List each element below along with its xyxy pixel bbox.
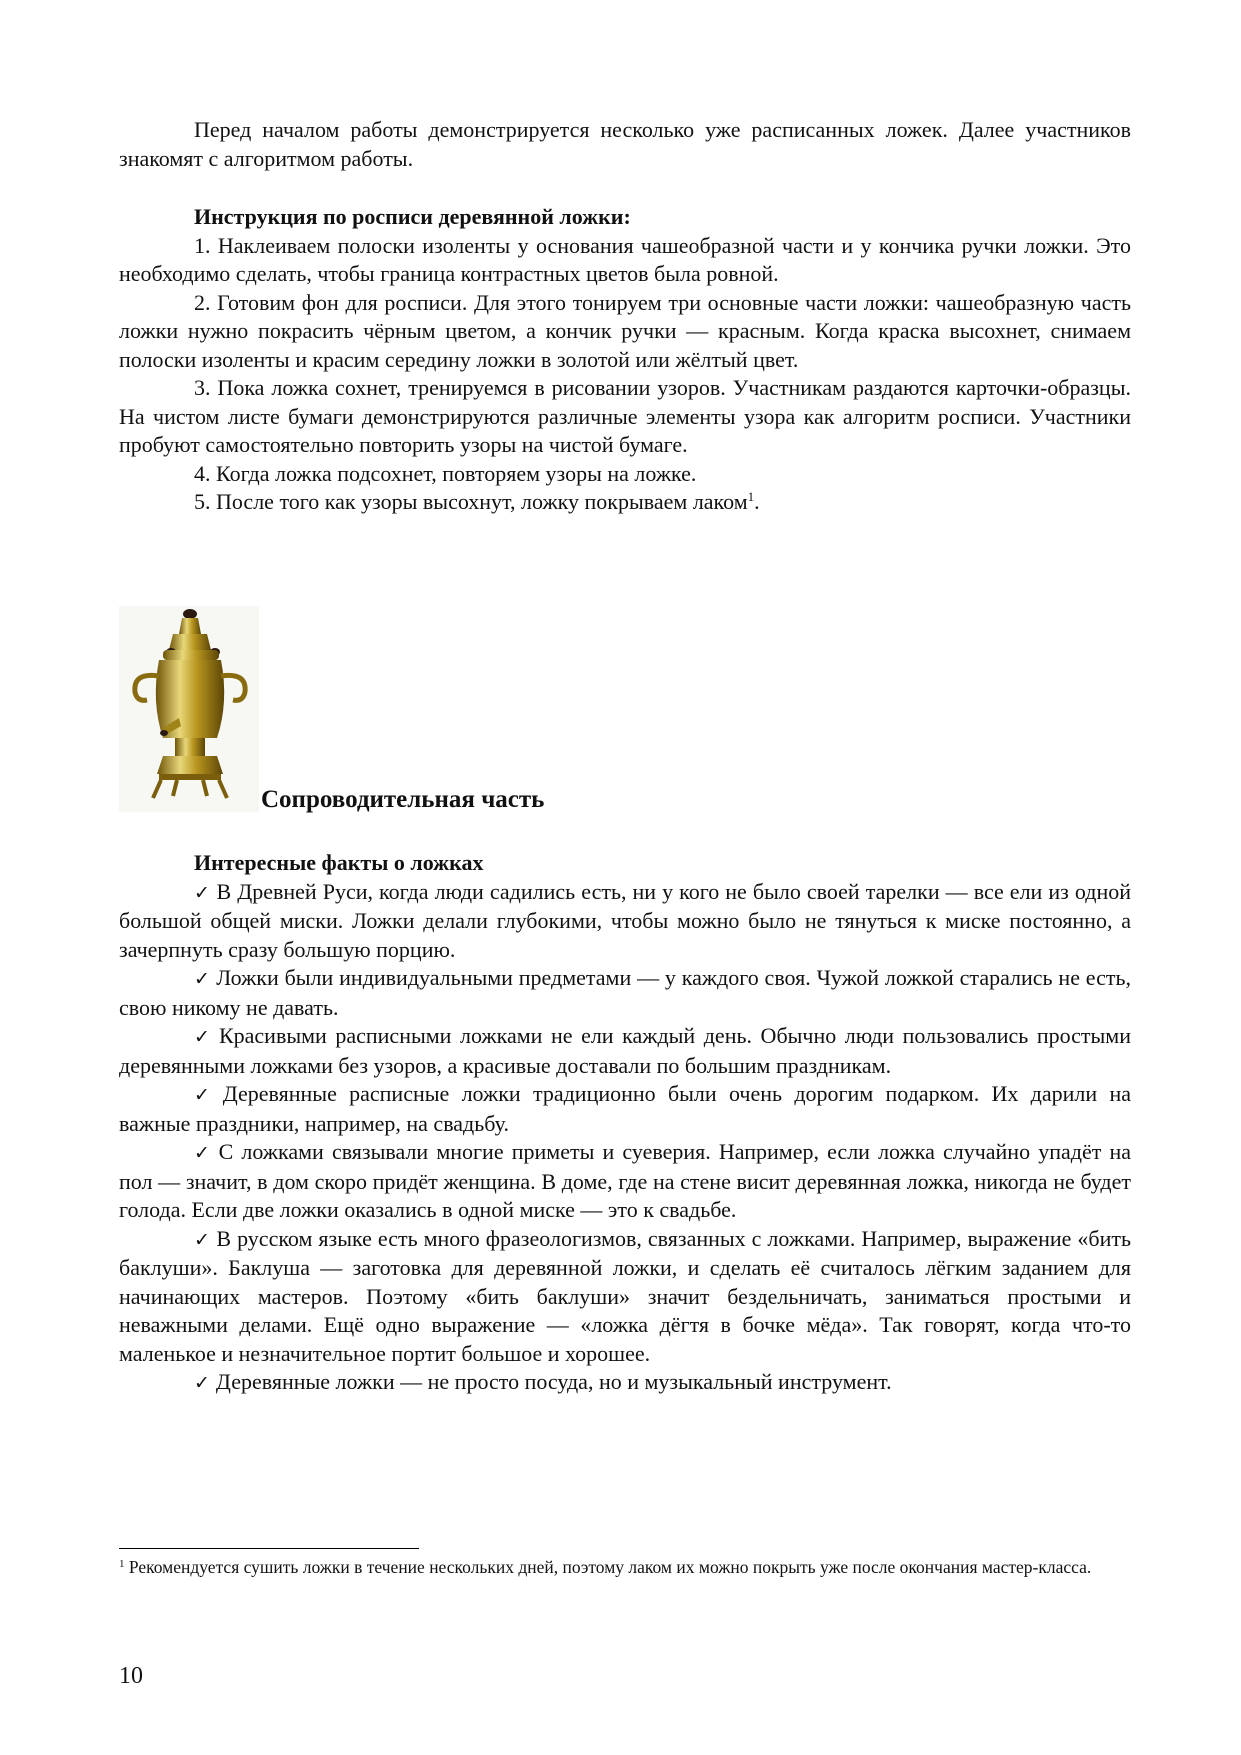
instruction-step: 4. Когда ложка подсохнет, повторяем узоры на ложке. xyxy=(194,460,697,486)
instructions-title: Инструкция по росписи деревянной ложки: xyxy=(194,204,631,229)
footnote-text: Рекомендуется сушить ложки в течение нескольких дней, поэтому лаком их можно покрыть уже после окончания мастер-класса. xyxy=(128,1557,1092,1577)
instruction-step: 3. Пока ложка сохнет, тренируемся в рисовании узоров. Участникам раздаются карточки-образцы. На чистом листе бумаги демонстрируются различные элементы узора как алгоритм росписи. Участники пробуют самостоятельно повторить узоры на чистой бумаге. xyxy=(119,375,1131,457)
fact-text: Деревянные ложки — не просто посуда, но и музыкальный инструмент. xyxy=(215,1369,892,1394)
footnote-divider xyxy=(119,1548,419,1549)
facts-title: Интересные факты о ложках xyxy=(194,850,484,875)
instruction-step: 1. Наклеиваем полоски изоленты у основания чашеобразной части и у кончика ручки ложки. Это необходимо сделать, чтобы граница контрастных цветов была ровной. xyxy=(119,232,1131,286)
facts-block xyxy=(119,849,1131,1398)
checkmark-icon: ✓ xyxy=(194,881,211,904)
fact-text: Ложки были индивидуальными предметами — у каждого своя. Чужой ложкой старались не есть, свою никому не давать. xyxy=(119,965,1132,1020)
fact-item xyxy=(119,878,1131,965)
fact-item xyxy=(119,1022,1131,1080)
footnote-number: 1 xyxy=(119,1558,125,1570)
fact-text: В русском языке есть много фразеологизмов, связанных с ложками. Например, выражение «бить баклуши». Баклуша — заготовка для деревянной ложки, и сделать её считалось лёгким заданием для начинающих мастеров. Поэтому «бить баклуши» значит бездельничать, заниматься простыми и неважными делами. Ещё одно выражение — «ложка дёгтя в бочке мёда». Так говорят, когда что-то маленькое и незначительное портит большое и хорошее. xyxy=(119,1225,1131,1366)
checkmark-icon: ✓ xyxy=(194,968,211,990)
fact-text: В Древней Руси, когда люди садились есть, ни у кого не было своей тарелки — все ели из одной большой общей миски. Ложки делали глубокими, чтобы можно было не тянуться к миске постоянно, а зачерпнуть сразу большую порцию. xyxy=(119,878,1131,962)
fact-item xyxy=(119,1368,1131,1398)
checkmark-icon: ✓ xyxy=(194,1142,213,1164)
checkmark-icon: ✓ xyxy=(194,1228,211,1251)
checkmark-icon: ✓ xyxy=(194,1372,210,1394)
fact-item xyxy=(119,964,1131,1022)
intro-block xyxy=(119,116,1131,173)
step-end-punctuation: . xyxy=(754,489,760,514)
samovar-illustration xyxy=(119,606,259,812)
section-heading: Сопроводительная часть xyxy=(261,786,545,813)
footnote xyxy=(119,1555,1131,1579)
intro-paragraph: Перед началом работы демонстрируется несколько уже расписанных ложек. Далее участников знакомят с алгоритмом работы. xyxy=(119,117,1131,171)
fact-item xyxy=(119,1138,1131,1225)
fact-item xyxy=(119,1080,1131,1138)
fact-item xyxy=(119,1225,1131,1369)
fact-text: С ложками связывали многие приметы и суеверия. Например, если ложка случайно упадёт на пол — значит, в дом скоро придёт женщина. В доме, где на стене висит деревянная ложка, никогда не будет голода. Если две ложки оказались в одной миске — это к свадьбе. xyxy=(119,1139,1131,1222)
footnote-reference[interactable]: 1 xyxy=(747,489,755,504)
instruction-step-text: 5. После того как узоры высохнут, ложку покрываем лаком xyxy=(194,489,748,514)
checkmark-icon: ✓ xyxy=(194,1084,217,1106)
page-number: 10 xyxy=(119,1663,143,1689)
fact-text: Красивыми расписными ложками не ели каждый день. Обычно люди пользовались простыми деревянными ложками без узоров, а красивые доставали по большим праздникам. xyxy=(119,1023,1131,1078)
instructions-block xyxy=(119,203,1131,517)
checkmark-icon: ✓ xyxy=(194,1026,213,1048)
fact-text: Деревянные расписные ложки традиционно были очень дорогим подарком. Их дарили на важные праздники, например, на свадьбу. xyxy=(119,1081,1131,1136)
instruction-step: 2. Готовим фон для росписи. Для этого тонируем три основные части ложки: чашеобразную часть ложки нужно покрасить чёрным цветом, а кончик ручки — красным. Когда краска высохнет, снимаем полоски изоленты и красим середину ложки в золотой или жёлтый цвет. xyxy=(119,289,1131,372)
instruction-step-last xyxy=(119,488,1131,517)
